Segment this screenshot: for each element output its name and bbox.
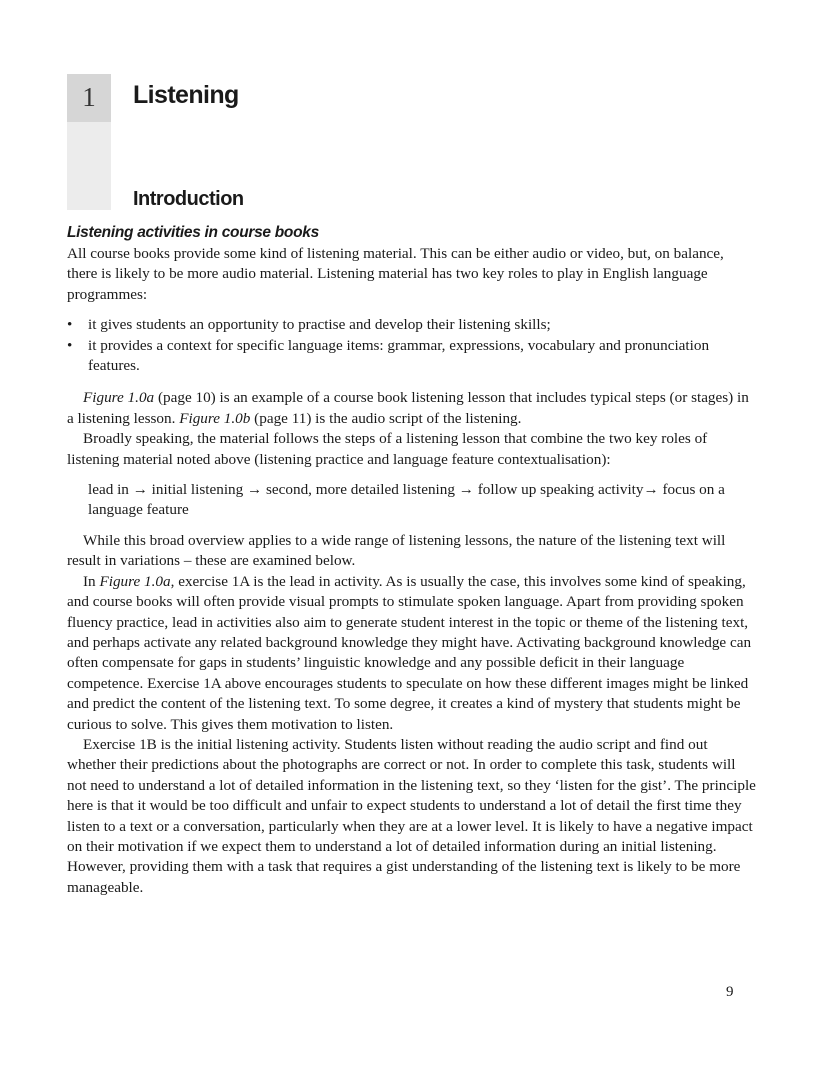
figure-reference: Figure 1.0a bbox=[83, 389, 155, 407]
overview-paragraph: While this broad overview applies to a wide range of listening lessons, the nature of the listening text will result in variations – these are examined below. bbox=[67, 531, 726, 570]
exercise-1a-text: , exercise 1A is the lead in activity. As is usually the case, this involves some kind of speaking, and course books will often provide visual prompts to stimulate spoken language. Apart from providing spoken fluency practice, lead in activities also aim to generate student interest in the topic or theme of the listening text, and perhaps activate any related background knowledge they might have. Activating background knowledge can often compensate for gaps in students’ linguistic knowledge and any possible deficit in their language competence. Exercise 1A above encourages students to speculate on how these different images might be linked and predict the content of the listening text. To some degree, it creates a kind of mystery that students might be curious to solve. This gives them motivation to listen. bbox=[67, 572, 752, 733]
intro-paragraph: All course books provide some kind of listening material. This can be either audio or video, but, on balance, there is likely to be more audio material. Listening material has two key roles to play in English language programmes: bbox=[67, 245, 724, 303]
subheading: Listening activities in course books bbox=[67, 224, 319, 241]
figure-reference: Figure 1.0b bbox=[179, 409, 251, 427]
bullet-text: it gives students an opportunity to practise and develop their listening skills; bbox=[88, 316, 551, 334]
figure-paragraph-text: (page 10) is an example of a course book listening lesson that includes typical steps (or stages) in a listening lesson. bbox=[67, 389, 749, 427]
chapter-number: 1 bbox=[82, 82, 96, 112]
broadly-paragraph: Broadly speaking, the material follows the steps of a listening lesson that combine the two key roles of listening material noted above (listening practice and language feature contextualisation): bbox=[67, 430, 708, 468]
bullet-dot: • bbox=[67, 316, 73, 334]
page-number: 9 bbox=[726, 984, 734, 1000]
section-title: Introduction bbox=[133, 188, 244, 210]
chapter-number-box bbox=[67, 74, 111, 122]
exercise-1b-paragraph: Exercise 1B is the initial listening activity. Students listen without reading the audio script and find out whether their predictions about the photographs are correct or not. In order to complete this task, students will not need to understand a lot of detailed information in the listening text, so they ‘listen for the gist’. The principle here is that it would be too difficult and unfair to expect students to understand a lot of detail the first time they listen to a text or a conversation, particularly when they are at a lower level. It is likely to have a negative impact on their motivation if we expect them to understand a lot of detailed information during an initial listening. However, providing them with a task that requires a gist understanding of the listening text is likely to be more manageable. bbox=[67, 735, 756, 896]
bullet-text: it provides a context for specific language items: grammar, expressions, vocabulary and pronunciation features. bbox=[88, 336, 710, 375]
figure-paragraph bbox=[67, 388, 757, 429]
exercise-1a-prefix: In bbox=[83, 572, 100, 590]
lesson-steps: lead in → initial listening → second, more detailed listening → follow up speaking activity→ focus on a language feature bbox=[88, 481, 725, 519]
bullet-item bbox=[67, 336, 757, 377]
bullet-item bbox=[67, 315, 757, 335]
body-text bbox=[67, 222, 757, 898]
figure-reference: Figure 1.0a bbox=[99, 572, 171, 590]
bullet-dot: • bbox=[67, 336, 73, 354]
figure-paragraph-text: (page 11) is the audio script of the listening. bbox=[250, 409, 522, 427]
chapter-title: Listening bbox=[133, 81, 239, 109]
chapter-side-bar bbox=[67, 122, 111, 210]
exercise-1a-paragraph bbox=[67, 572, 757, 735]
bullet-list bbox=[67, 315, 757, 376]
